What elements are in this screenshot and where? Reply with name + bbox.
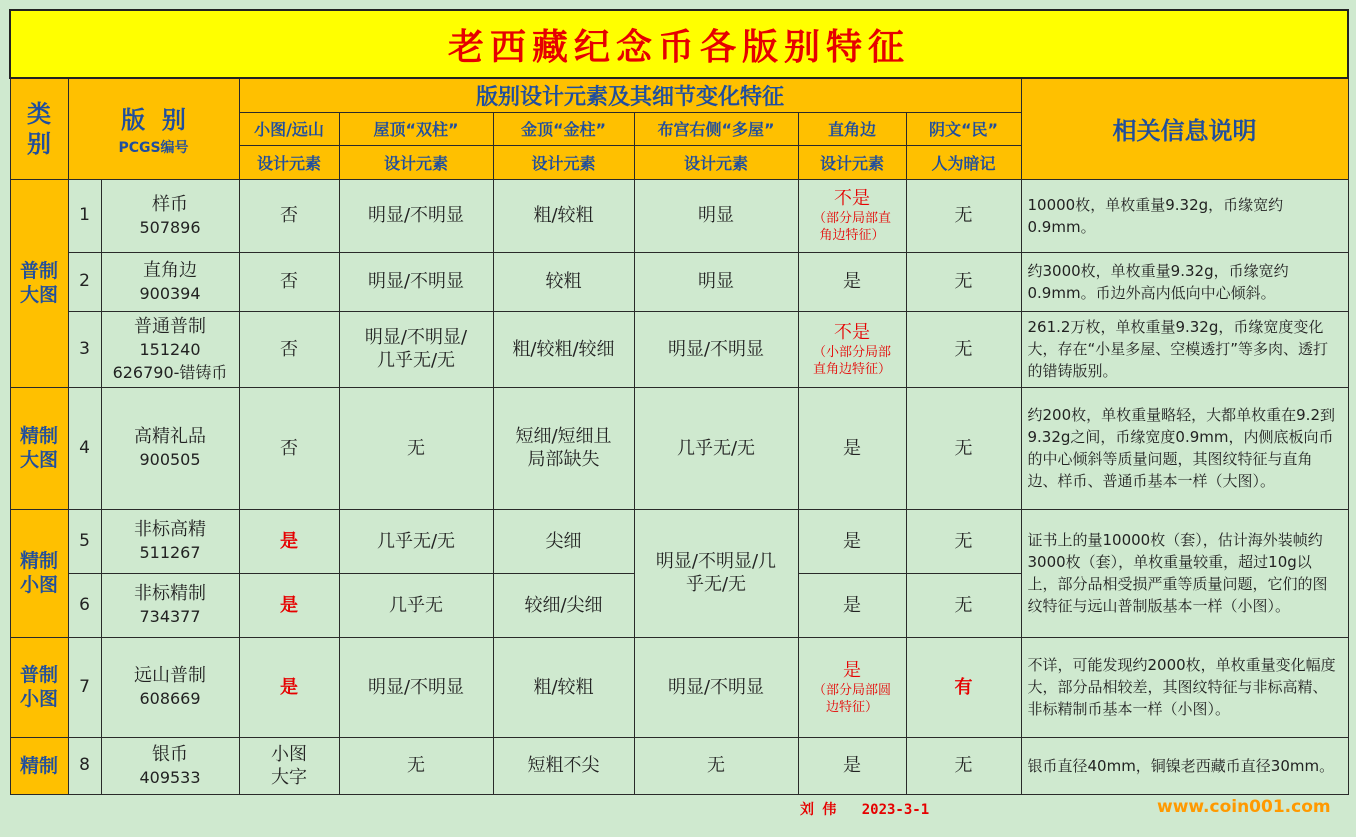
- site-watermark: www.coin001.com: [1157, 797, 1331, 817]
- feature-6-cell: 有: [906, 637, 1021, 737]
- header-version-label: 版 别: [121, 106, 186, 135]
- feature-5-cell: 是: [798, 252, 906, 311]
- feature-5-value: 不是: [834, 321, 870, 343]
- info-cell: 不详，可能发现约2000枚，单枚重量变化幅度大，部分品相较差，其图纹特征与非标高精、非标精制币基本一样（小图）。: [1021, 637, 1348, 737]
- feature-4-cell: 明显/不明显: [634, 637, 798, 737]
- header-category: 类 别: [10, 78, 68, 179]
- feature-6-cell: 无: [906, 311, 1021, 387]
- version-cell: [101, 737, 239, 794]
- author-date: 刘 伟 2023-3-1: [800, 802, 930, 818]
- pcgs-code: 608669: [139, 689, 201, 708]
- header-feature-3-sub: 设计元素: [493, 145, 634, 179]
- feature-6-cell: 无: [906, 509, 1021, 573]
- feature-4-cell: 明显/不明显/几 乎无/无: [634, 509, 798, 637]
- feature-3-cell: 粗/较粗: [493, 179, 634, 252]
- category-cell: 精制 小图: [10, 509, 68, 637]
- feature-1-cell: 是: [239, 573, 339, 637]
- feature-3-cell: 尖细: [493, 509, 634, 573]
- page-title: 老西藏纪念币各版别特征: [448, 25, 911, 68]
- coin-version-table: [9, 9, 1349, 795]
- feature-4-cell: 无: [634, 737, 798, 794]
- feature-4-cell: 明显: [634, 179, 798, 252]
- feature-1-cell: 是: [239, 509, 339, 573]
- feature-5-note: （部分局部直 角边特征）: [812, 211, 891, 243]
- feature-1-cell: 是: [239, 637, 339, 737]
- feature-2-cell: 明显/不明显: [339, 637, 493, 737]
- feature-1-cell: 否: [239, 311, 339, 387]
- pcgs-code: 511267: [139, 543, 201, 562]
- table-row: [10, 179, 1348, 252]
- table-row: [10, 252, 1348, 311]
- version-name: 非标高精: [134, 519, 206, 540]
- version-name: 样币: [152, 193, 188, 215]
- header-feature-5-sub: 设计元素: [798, 145, 906, 179]
- table-row: [10, 311, 1348, 387]
- feature-5-cell: 是: [798, 573, 906, 637]
- pcgs-code: 151240 626790-错铸币: [112, 339, 228, 382]
- feature-6-cell: 无: [906, 737, 1021, 794]
- pcgs-code: 900505: [139, 450, 201, 469]
- table-row: [10, 509, 1348, 573]
- header-info: 相关信息说明: [1021, 78, 1348, 179]
- info-cell: 10000枚，单枚重量9.32g，币缘宽约0.9mm。: [1021, 179, 1348, 252]
- version-name: 高精礼品: [134, 426, 206, 447]
- row-number: 1: [68, 179, 101, 252]
- pcgs-code: 507896: [139, 217, 201, 237]
- feature-5-cell: 是: [798, 509, 906, 573]
- version-name: 非标精制: [134, 583, 206, 604]
- table-row: [10, 387, 1348, 509]
- row-number: 8: [68, 737, 101, 794]
- info-cell: 约200枚，单枚重量略轻，大都单枚重在9.2到9.32g之间，币缘宽度0.9mm，内侧底板向币的中心倾斜等质量问题，其图纹特征与直角边、样币、普通币基本一样（大图）。: [1021, 387, 1348, 509]
- feature-6-cell: 无: [906, 252, 1021, 311]
- version-name: 直角边: [143, 259, 197, 281]
- feature-2-cell: 明显/不明显: [339, 179, 493, 252]
- category-cell: 普制 小图: [10, 637, 68, 737]
- feature-4-cell: 几乎无/无: [634, 387, 798, 509]
- version-cell: [101, 179, 239, 252]
- feature-3-cell: 短细/短细且 局部缺失: [493, 387, 634, 509]
- header-feature-2: 屋顶“双柱”: [339, 112, 493, 145]
- row-number: 5: [68, 509, 101, 573]
- feature-3-cell: 粗/较粗/较细: [493, 311, 634, 387]
- feature-5-value: 不是: [834, 188, 870, 209]
- feature-5-cell: [798, 179, 906, 252]
- category-cell: 普制 大图: [10, 179, 68, 387]
- version-name: 银币: [152, 743, 188, 765]
- version-name: 远山普制: [134, 665, 206, 686]
- header-feature-3: 金顶“金柱”: [493, 112, 634, 145]
- table-row: [10, 737, 1348, 794]
- info-cell: 银币直径40mm，铜镍老西藏币直径30mm。: [1021, 737, 1348, 794]
- header-version: [68, 78, 239, 179]
- header-feature-6-sub: 人为暗记: [906, 145, 1021, 179]
- row-number: 7: [68, 637, 101, 737]
- feature-1-cell: 否: [239, 387, 339, 509]
- header-feature-2-sub: 设计元素: [339, 145, 493, 179]
- feature-6-cell: 无: [906, 573, 1021, 637]
- info-cell: 证书上的量10000枚（套），估计海外装帧约3000枚（套），单枚重量较重，超过10g以上，部分品相受损严重等质量问题，它们的图纹特征与远山普制版基本一样（小图）。: [1021, 509, 1348, 637]
- row-number: 6: [68, 573, 101, 637]
- feature-5-value: 是: [843, 659, 861, 681]
- feature-4-cell: 明显: [634, 252, 798, 311]
- feature-5-cell: [798, 311, 906, 387]
- row-number: 4: [68, 387, 101, 509]
- feature-6-cell: 无: [906, 387, 1021, 509]
- feature-2-cell: 明显/不明显/ 几乎无/无: [339, 311, 493, 387]
- feature-2-cell: 几乎无/无: [339, 509, 493, 573]
- row-number: 2: [68, 252, 101, 311]
- feature-5-cell: 是: [798, 737, 906, 794]
- feature-2-cell: 几乎无: [339, 573, 493, 637]
- feature-2-cell: 无: [339, 387, 493, 509]
- feature-1-cell: 否: [239, 179, 339, 252]
- version-cell: [101, 573, 239, 637]
- feature-3-cell: 粗/较粗: [493, 637, 634, 737]
- header-feature-1-sub: 设计元素: [239, 145, 339, 179]
- feature-3-cell: 较粗: [493, 252, 634, 311]
- feature-5-note: （部分局部圆 边特征）: [812, 682, 891, 715]
- version-cell: [101, 637, 239, 737]
- row-number: 3: [68, 311, 101, 387]
- category-cell: 精制: [10, 737, 68, 794]
- table-row: [10, 637, 1348, 737]
- version-name: 普通普制: [134, 315, 206, 337]
- pcgs-code: 900394: [139, 283, 201, 303]
- header-feature-1: 小图/远山: [239, 112, 339, 145]
- feature-2-cell: 明显/不明显: [339, 252, 493, 311]
- info-cell: 约3000枚，单枚重量9.32g，币缘宽约0.9mm。币边外高内低向中心倾斜。: [1021, 252, 1348, 311]
- version-cell: [101, 387, 239, 509]
- version-cell: [101, 509, 239, 573]
- feature-3-cell: 短粗不尖: [493, 737, 634, 794]
- feature-5-note: （小部分局部 直角边特征）: [812, 344, 891, 377]
- title-cell: [10, 10, 1348, 78]
- header-pcgs-label: PCGS编号: [118, 140, 189, 157]
- feature-1-cell: 小图 大字: [239, 737, 339, 794]
- header-feature-5: 直角边: [798, 112, 906, 145]
- header-feature-6: 阴文“民”: [906, 112, 1021, 145]
- feature-6-cell: 无: [906, 179, 1021, 252]
- feature-2-cell: 无: [339, 737, 493, 794]
- feature-3-cell: 较细/尖细: [493, 573, 634, 637]
- pcgs-code: 734377: [139, 607, 201, 626]
- version-cell: [101, 311, 239, 387]
- feature-1-cell: 否: [239, 252, 339, 311]
- version-cell: [101, 252, 239, 311]
- info-cell: 261.2万枚，单枚重量9.32g，币缘宽度变化大，存在“小星多屋、空模透打”等多肉、透打的错铸版别。: [1021, 311, 1348, 387]
- header-feature-group: 版别设计元素及其细节变化特征: [239, 78, 1021, 112]
- header-feature-4-sub: 设计元素: [634, 145, 798, 179]
- header-feature-4: 布宫右侧“多屋”: [634, 112, 798, 145]
- feature-5-cell: [798, 637, 906, 737]
- pcgs-code: 409533: [139, 767, 201, 787]
- feature-5-cell: 是: [798, 387, 906, 509]
- category-cell: 精制 大图: [10, 387, 68, 509]
- feature-4-cell: 明显/不明显: [634, 311, 798, 387]
